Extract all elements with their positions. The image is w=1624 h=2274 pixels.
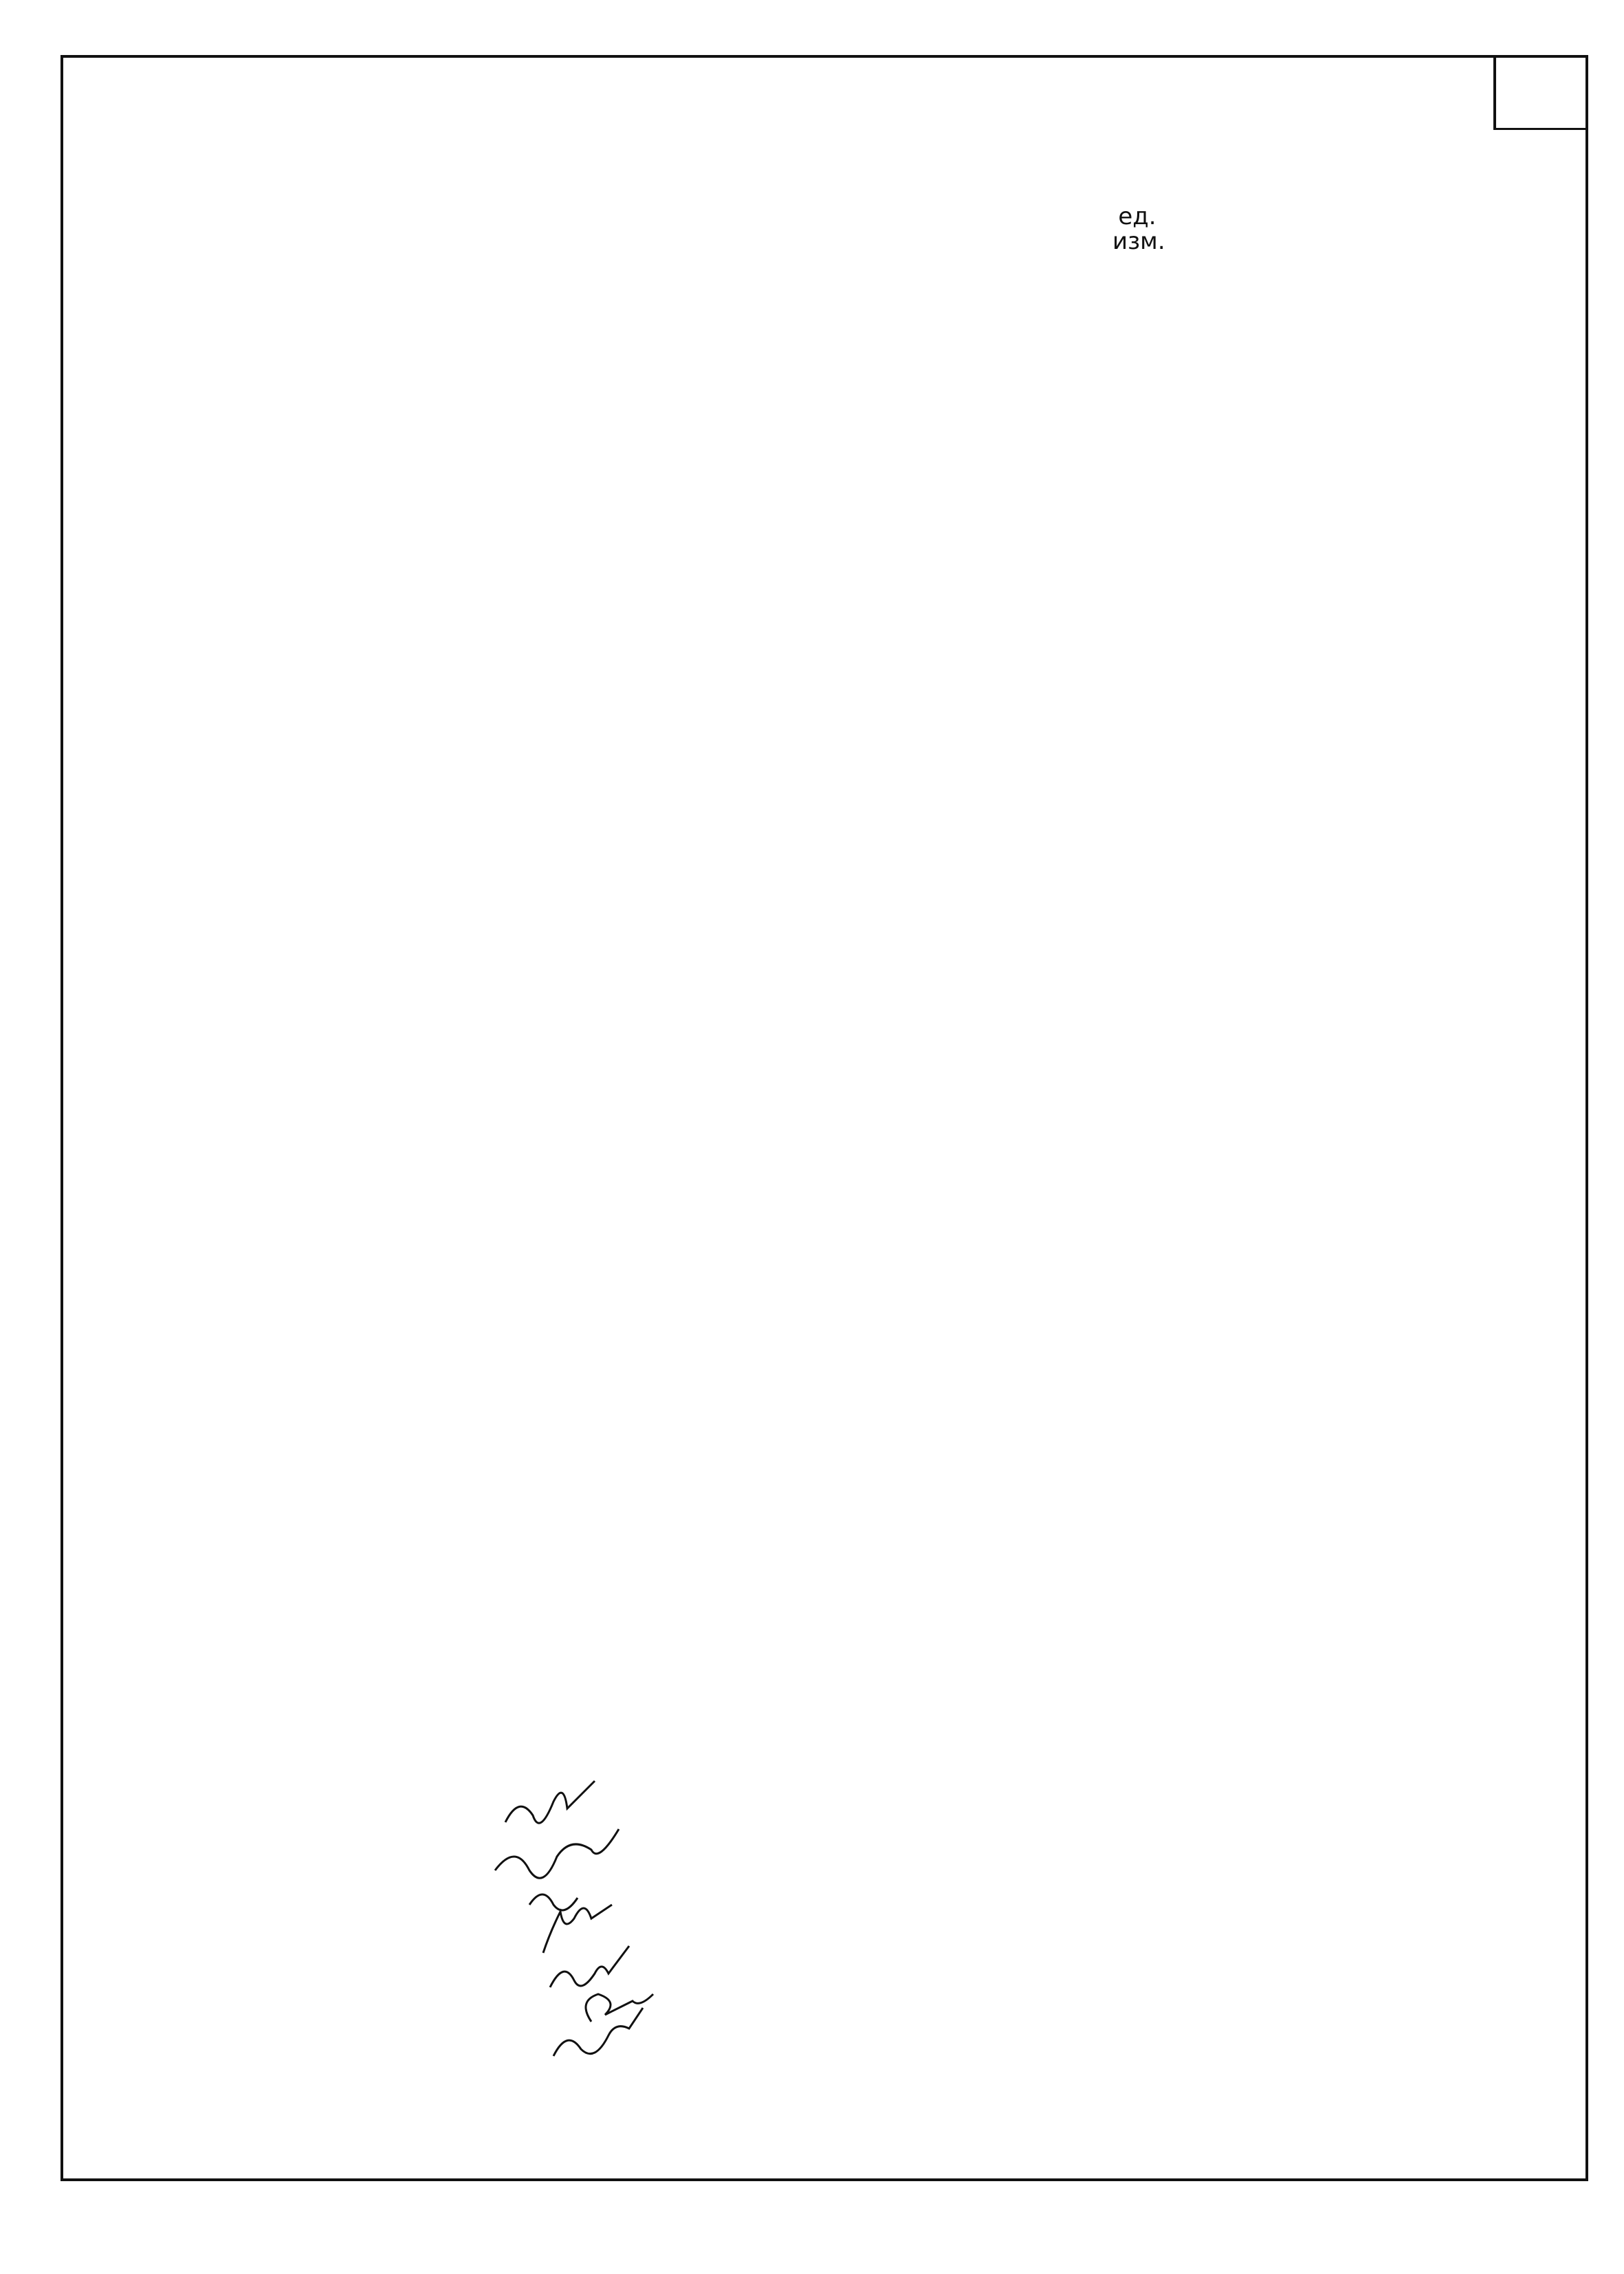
signature-2 [495,1829,619,1878]
signature-6 [586,1994,653,2022]
header-code-unit: ед. изм. [1112,203,1165,255]
signature-5 [550,1946,629,1987]
signature-1 [505,1781,595,1823]
signature-4 [543,1905,612,1953]
signature-7 [553,2008,643,2056]
signature-3 [529,1894,578,1910]
